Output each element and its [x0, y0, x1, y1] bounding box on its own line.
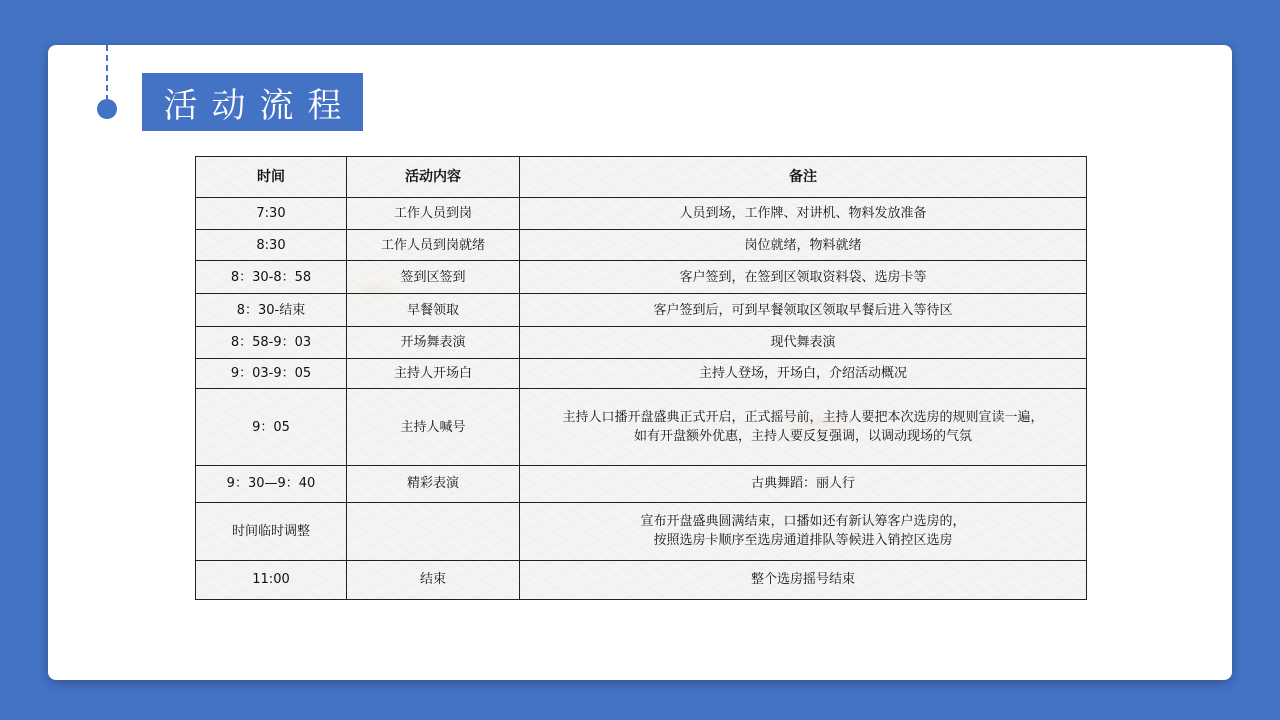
- table-row: [196, 359, 1087, 389]
- table-row: [196, 261, 1087, 294]
- cell-notes: 现代舞表演: [520, 327, 1087, 359]
- cell-notes: 客户签到后，可到早餐领取区领取早餐后进入等待区: [520, 294, 1087, 327]
- table-row: [196, 560, 1087, 599]
- cell-time: 8：30-结束: [196, 294, 347, 327]
- cell-notes: 宣布开盘盛典圆满结束，口播如还有新认筹客户选房的， 按照选房卡顺序至选房通道排队等候进入销控区选房: [520, 502, 1087, 560]
- cell-time: 8：58-9：03: [196, 327, 347, 359]
- cell-activity: 签到区签到: [347, 261, 520, 294]
- cell-notes: 客户签到，在签到区领取资料袋、选房卡等: [520, 261, 1087, 294]
- column-header-notes: 备注: [520, 157, 1087, 198]
- cell-activity: 开场舞表演: [347, 327, 520, 359]
- table-row: [196, 230, 1087, 261]
- cell-time: 9：05: [196, 389, 347, 465]
- table-row: [196, 294, 1087, 327]
- cell-notes: 主持人口播开盘盛典正式开启，正式摇号前，主持人要把本次选房的规则宣读一遍， 如有开盘额外优惠，主持人要反复强调，以调动现场的气氛: [520, 389, 1087, 465]
- cell-activity: 精彩表演: [347, 465, 520, 502]
- table-header-row: [196, 157, 1087, 198]
- cell-activity: 主持人喊号: [347, 389, 520, 465]
- cell-time: 8：30-8：58: [196, 261, 347, 294]
- decorative-dashed-line: [106, 45, 108, 101]
- cell-time: 8:30: [196, 230, 347, 261]
- table-row: [196, 502, 1087, 560]
- table-row: [196, 465, 1087, 502]
- cell-time: 时间临时调整: [196, 502, 347, 560]
- cell-time: 9：30—9：40: [196, 465, 347, 502]
- cell-activity: 主持人开场白: [347, 359, 520, 389]
- cell-activity: 早餐领取: [347, 294, 520, 327]
- cell-notes: 主持人登场，开场白，介绍活动概况: [520, 359, 1087, 389]
- cell-notes: 古典舞蹈：丽人行: [520, 465, 1087, 502]
- cell-activity: 工作人员到岗就绪: [347, 230, 520, 261]
- title-banner: [142, 73, 363, 131]
- table-row: [196, 198, 1087, 230]
- cell-time: 9：03-9：05: [196, 359, 347, 389]
- table-row: [196, 389, 1087, 465]
- cell-activity: 工作人员到岗: [347, 198, 520, 230]
- schedule-table: [195, 156, 1087, 600]
- page-title: 活动流程: [163, 85, 356, 126]
- cell-activity: [347, 502, 520, 560]
- cell-notes: 整个选房摇号结束: [520, 560, 1087, 599]
- cell-notes: 岗位就绪，物料就绪: [520, 230, 1087, 261]
- column-header-time: 时间: [196, 157, 347, 198]
- column-header-activity: 活动内容: [347, 157, 520, 198]
- cell-time: 7:30: [196, 198, 347, 230]
- table-row: [196, 327, 1087, 359]
- cell-activity: 结束: [347, 560, 520, 599]
- cell-notes: 人员到场，工作牌、对讲机、物料发放准备: [520, 198, 1087, 230]
- cell-time: 11:00: [196, 560, 347, 599]
- decorative-dot: [97, 99, 117, 119]
